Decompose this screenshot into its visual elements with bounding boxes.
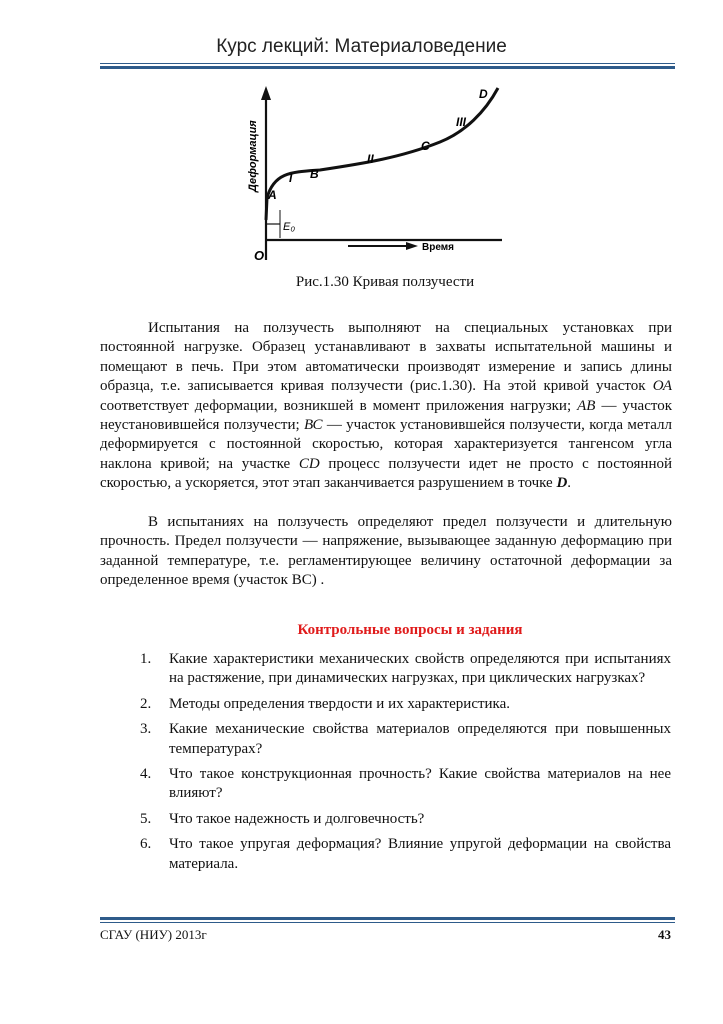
- paragraph-creep-limit: В испытаниях на ползучесть определяют предел ползучести и длительную прочность. Предел ползучести — напряжение, вызывающее заданную деформацию при заданной температуре, т.е. регламентирующее величину остаточной деформации за определенное время (участок ВС) .: [100, 514, 672, 589]
- footer-institution: СГАУ (НИУ) 2013г: [100, 927, 207, 942]
- list-item: 1. Какие характеристики механических свойств определяются при испытаниях на растяжение, при динамических нагрузках, при циклических нагрузках?: [140, 651, 671, 687]
- point-b-label: B: [310, 167, 319, 181]
- x-axis-label: Время: [422, 242, 454, 253]
- stage-1-label: I: [289, 171, 293, 185]
- list-item: 5. Что такое надежность и долговечность?: [140, 810, 425, 827]
- e0-label: E₀: [283, 221, 295, 233]
- paragraph-creep-test: Испытания на ползучесть выполняют на специальных установках при постоянной нагрузке. Образец устанавливают в захваты испытательной машины и помещают в печь. При этом автоматически производят измерение и запись длины образца, т.е. записывается кривая ползучести (рис.1.30). На этой кривой участок ОА соответствует деформации, возникшей в момент приложения нагрузки; АВ — участок неустановившейся ползучести; ВС — участок установившейся ползучести, когда металл деформируется с постоянной скоростью, которая характеризуется тангенсом угла наклона кривой; на участке CD процесс ползучести идет не просто с постоянной скоростью, а ускоряется, этот этап заканчивается разрушением в точке D.: [100, 320, 672, 492]
- y-axis-label: Деформация: [247, 120, 259, 192]
- origin-label: O: [254, 248, 265, 263]
- list-item: 3. Какие механические свойства материалов определяются при повышенных температурах?: [140, 721, 671, 757]
- figure-caption: Рис.1.30 Кривая ползучести: [295, 274, 475, 290]
- header-rule-thick: [100, 66, 675, 69]
- point-a-label: A: [268, 188, 277, 202]
- creep-curve-figure: [240, 80, 530, 270]
- point-d-label: D: [479, 87, 488, 101]
- creep-curve: [266, 88, 498, 220]
- list-item: 2. Методы определения твердости и их характеристика.: [140, 695, 511, 712]
- point-c-label: C: [421, 139, 430, 153]
- list-item: 6. Что такое упругая деформация? Влияние упругой деформации на свойства материала.: [140, 836, 671, 872]
- list-item: 4. Что такое конструкционная прочность? Какие свойства материалов на нее влияют?: [140, 766, 671, 802]
- section-title: Контрольные вопросы и задания: [297, 622, 523, 638]
- footer-rule-thick: [100, 917, 675, 920]
- header-rule-thin: [100, 63, 675, 64]
- questions-list: [140, 650, 671, 880]
- y-axis-arrow-icon: [261, 86, 271, 100]
- footer-rule-thin: [100, 922, 675, 923]
- page-header-title: Курс лекций: Материаловедение: [216, 36, 507, 57]
- page-number: 43: [658, 927, 671, 942]
- time-arrow-icon: [406, 242, 418, 250]
- stage-2-label: II: [367, 152, 374, 166]
- stage-3-label: III: [456, 115, 467, 129]
